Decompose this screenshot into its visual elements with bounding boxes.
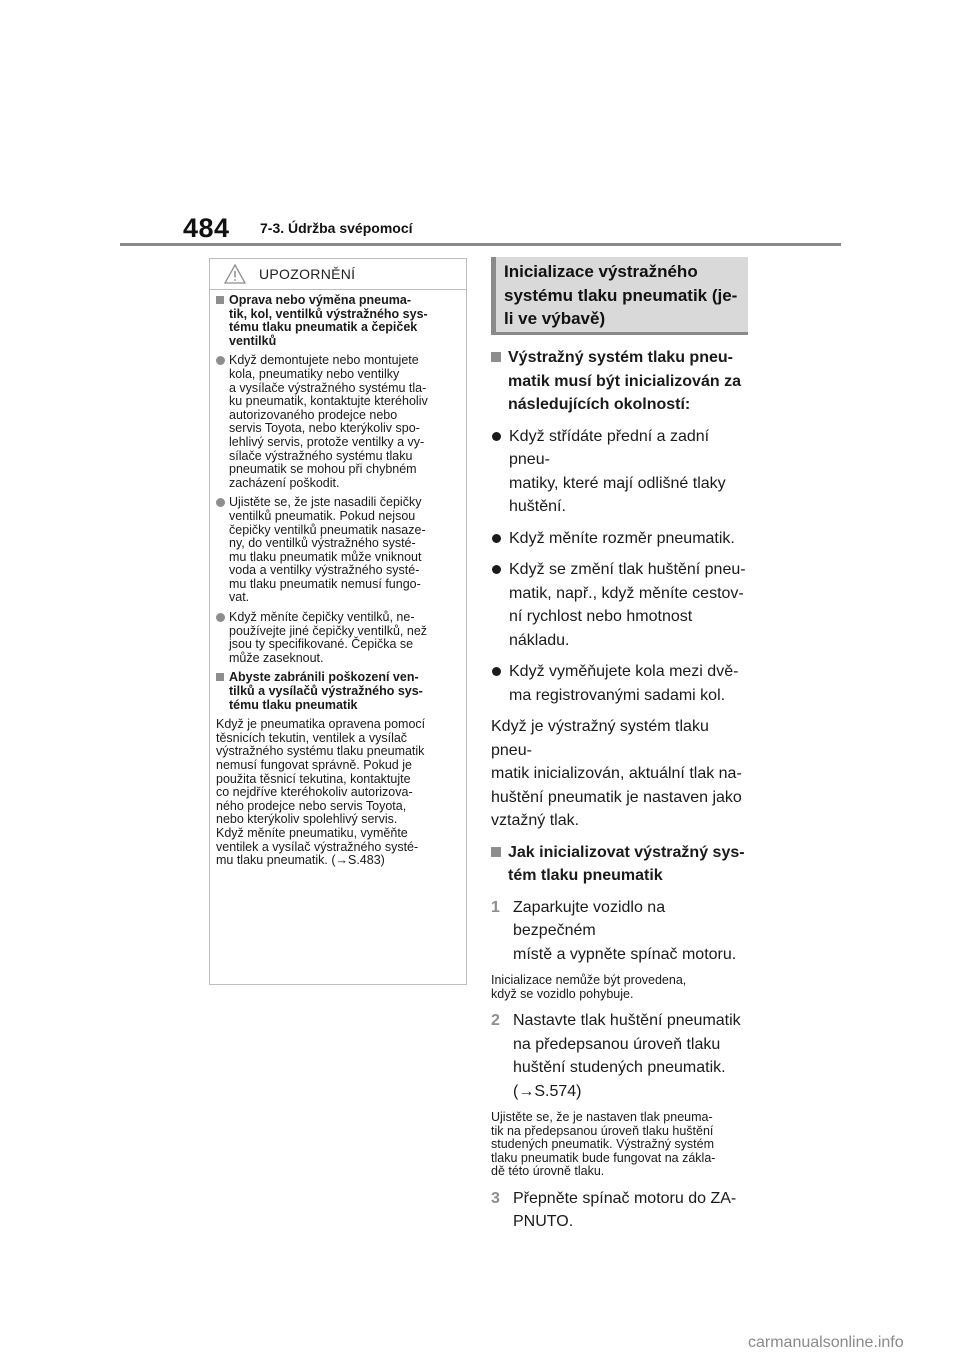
warning-bullet: Když demontujete nebo montujete kola, pneumatiky nebo ventilky a vysílače výstražného systému tla- ku pneumatik, kontaktujte kteréholiv autorizovaného prodejce nebo servis Toyota, nebo kterýkoliv spo- lehlivý servis, protože ventilky a vy- sílače výstražného systému tlaku pneumatik se mohou při chybném zacházení poškodit.: [216, 354, 461, 490]
warning-subheading: Abyste zabránili poškození ven- tilků a vysílačů výstražného sys- tému tlaku pneumatik: [216, 671, 461, 712]
round-bullet-icon: [492, 432, 501, 441]
square-bullet-icon: [216, 296, 224, 304]
watermark-logo: carmanualsonline.info: [748, 1334, 904, 1351]
section-title-box: [491, 257, 748, 335]
content-step: 2 Nastavte tlak huštění pneumatik na předepsanou úroveň tlaku huštění studených pneumatik. (→S.574): [491, 1009, 751, 1103]
content-note: Inicializace nemůže být provedena, když se vozidlo pohybuje.: [491, 973, 687, 1001]
round-bullet-icon: [492, 667, 501, 676]
section-header: 7-3. Údržba svépomocí: [260, 220, 413, 236]
warning-bullet: Ujistěte se, že jste nasadili čepičky ventilků pneumatik. Pokud nejsou čepičky ventilků pneumatik nasaze- ny, do ventilků výstražného systé- mu tlaku pneumatik může vniknout voda a ventilky výstražného systé- mu tlaku pneumatik nemusí fungo- vat.: [216, 496, 461, 605]
warning-bullet: Když měníte čepičky ventilků, ne- používejte jiné čepičky ventilků, než jsou ty specifikované. Čepička se může zaseknout.: [216, 611, 461, 665]
square-bullet-icon: [491, 352, 501, 362]
square-bullet-icon: [491, 847, 501, 857]
round-bullet-icon: [216, 613, 225, 622]
warning-body: [216, 294, 461, 868]
content-bullet: Když se změní tlak huštění pneu- matik, např., když měníte cestov- ní rychlost nebo hmotnost nákladu.: [491, 558, 751, 652]
warning-header: [210, 259, 466, 290]
content-subheading: Výstražný systém tlaku pneu- matik musí být inicializován za následujících okolností:: [491, 346, 751, 417]
warning-triangle-icon: [224, 264, 246, 284]
content-subheading: Jak inicializovat výstražný sys- tém tlaku pneumatik: [491, 841, 751, 888]
step-number: 3: [491, 1189, 500, 1207]
content-note: Ujistěte se, že je nastaven tlak pneuma- tik na předepsanou úroveň tlaku huštění studených pneumatik. Výstražný systém tlaku pneumatik bude fungovat na zákla- dě této úrovně tlaku.: [491, 1110, 716, 1178]
warning-title: UPOZORNĚNÍ: [259, 266, 356, 282]
content-step: 1 Zaparkujte vozidlo na bezpečném místě a vypněte spínač motoru.: [491, 896, 751, 967]
content-paragraph: Když je výstražný systém tlaku pneu- matik inicializován, aktuální tlak na- huštění pneumatik je nastaven jako vztažný tlak.: [491, 718, 742, 829]
page-number: 484: [183, 213, 230, 243]
warning-subheading: Oprava nebo výměna pneuma- tik, kol, ventilků výstražného sys- tému tlaku pneumatik a čepiček ventilků: [216, 294, 461, 348]
main-content: [491, 346, 751, 1242]
round-bullet-icon: [216, 498, 225, 507]
warning-box: [209, 258, 467, 985]
content-bullet: Když vyměňujete kola mezi dvě- ma registrovanými sadami kol.: [491, 660, 751, 707]
section-title-bar: [491, 257, 496, 332]
content-step: 3 Přepněte spínač motoru do ZA- PNUTO.: [491, 1187, 751, 1234]
content-bullet: Když střídáte přední a zadní pneu- matiky, které mají odlišné tlaky huštění.: [491, 425, 751, 519]
round-bullet-icon: [216, 356, 225, 365]
section-title: Inicializace výstražného systému tlaku pneumatik (je-li ve výbavě): [504, 262, 738, 328]
square-bullet-icon: [216, 673, 224, 681]
round-bullet-icon: [492, 565, 501, 574]
round-bullet-icon: [492, 534, 501, 543]
step-number: 2: [491, 1012, 500, 1029]
header-rule: [120, 243, 841, 246]
step-number: 1: [491, 898, 500, 916]
content-bullet: Když měníte rozměr pneumatik.: [491, 527, 751, 551]
warning-paragraph: Když je pneumatika opravena pomocí těsnicích tekutin, ventilek a vysílač výstražného systému tlaku pneumatik nemusí fungovat správně. Pokud je použita těsnicí tekutina, kontaktujte co nejdříve kteréhokoliv autorizova- ného prodejce nebo servis Toyota, nebo kterýkoliv spolehlivý servis. Když měníte pneumatiku, vyměňte ventilek a vysílač výstražného systé- mu tlaku pneumatik. (→S.483): [216, 717, 426, 868]
